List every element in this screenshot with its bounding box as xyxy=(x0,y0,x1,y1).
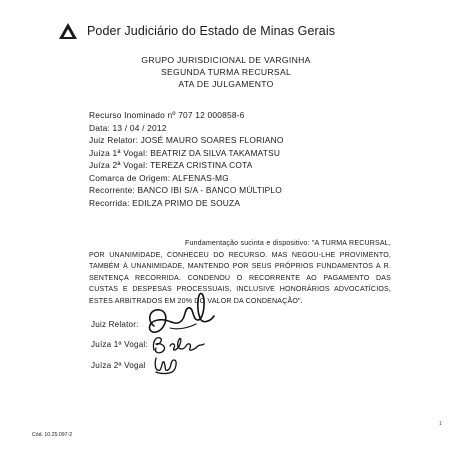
first-member-judge: Juíza 1ª Vogal: BEATRIZ DA SILVA TAKAMATSU xyxy=(89,148,281,158)
first-member-signature-label: Juíza 1ª Vogal: xyxy=(91,340,148,349)
court-name: Poder Judiciário do Estado de Minas Gerais xyxy=(87,24,336,38)
appeal-number: Recurso Inominado nº 707 12 000858-6 xyxy=(89,110,245,120)
second-member-signature-label: Juíza 2ª Vogal xyxy=(91,361,146,370)
decision-text xyxy=(89,238,391,308)
jurisdiction-group: GRUPO JURISDICIONAL DE VARGINHA xyxy=(141,55,311,65)
decision-paragraph: Fundamentação sucinta e dispositivo: "A TURMA RECURSAL, POR UNANIMIDADE, CONHECEU DO RECURSO. MAS NEGOU-LHE PROVIMENTO, TAMBÉM À UNANIMIDADE, MANTENDO POR SEUS PRÓPRIOS FUNDAMENTOS A R. SENTENÇA RECORRIDA. CONDENOU O RECORRENTE AO PAGAMENTO DAS CUSTAS E DESPESAS PROCESSUAIS, INCLUSIVE HONORÁRIOS ADVOCATÍCIOS, ESTES ARBITRADOS EM 20% DO VALOR DA CONDENAÇÃO". xyxy=(89,239,391,305)
judgment-date: Data: 13 / 04 / 2012 xyxy=(89,123,167,133)
form-code: Cód. 10.25.097-2 xyxy=(32,432,73,438)
appellee: Recorrida: EDILZA PRIMO DE SOUZA xyxy=(89,198,241,208)
second-member-signature xyxy=(150,352,180,378)
reporting-judge: Juiz Relator: JOSÉ MAURO SOARES FLORIANO xyxy=(89,135,284,145)
panel-name: SEGUNDA TURMA RECURSAL xyxy=(160,67,292,77)
origin-district: Comarca de Origem: ALFENAS-MG xyxy=(89,173,229,183)
appellant: Recorrente: BANCO IBI S/A - BANCO MÚLTIPLO xyxy=(89,185,283,195)
page-mark: 1 xyxy=(439,421,442,427)
document-title: ATA DE JULGAMENTO xyxy=(178,79,274,89)
second-member-judge: Juíza 2ª Vogal: TEREZA CRISTINA COTA xyxy=(89,160,253,170)
reporter-signature-label: Juiz Relator: xyxy=(91,320,139,329)
coat-of-arms-logo-icon xyxy=(58,22,78,40)
